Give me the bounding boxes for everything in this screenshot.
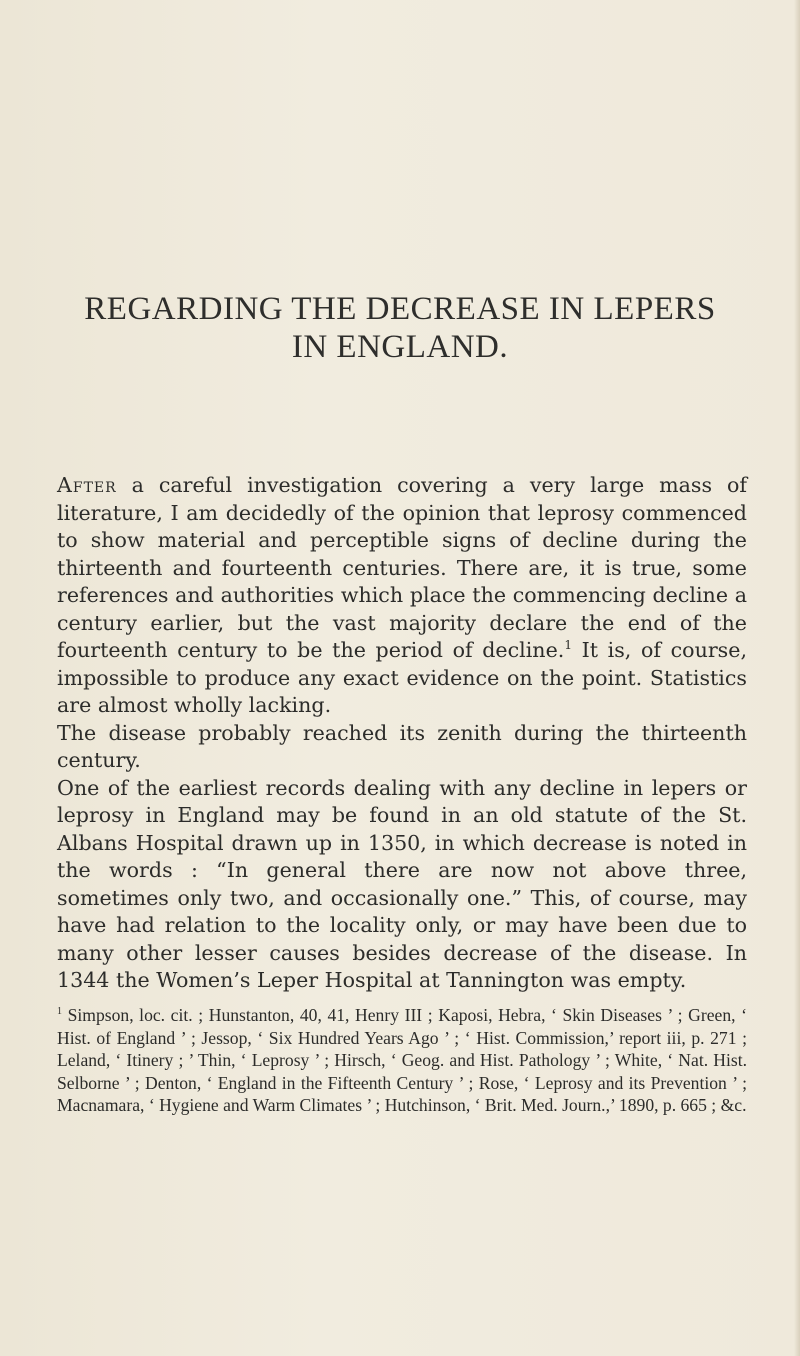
body-text <box>57 472 747 995</box>
chapter-heading <box>0 290 800 366</box>
footnote <box>57 1004 747 1117</box>
heading-line-2: IN ENGLAND. <box>291 329 509 365</box>
paragraph-2: The disease probably reached its zenith during the thirteenth century. <box>57 720 747 772</box>
paragraph-1 <box>57 472 747 720</box>
footnote-mark: 1 <box>57 1006 62 1017</box>
paragraph-3: One of the earliest records dealing with any decline in lepers or leprosy in England may be found in an old statute of the St. Albans Hospital drawn up in 1350, in which decrease is noted in the words : “In general there are now not above three, sometimes only two, and occasionally one.” This, of course, may have had relation to the locality only, or may have been due to many other lesser causes besides decrease of the disease. In 1344 the Women’s Leper Hospital at Tannington was empty. <box>57 775 747 992</box>
footnote-reference: 1 <box>564 638 572 652</box>
lead-word: After <box>57 473 117 497</box>
paragraph-1-text-b: It is, of course, impossible to produce any exact evidence on the point. Statistics are almost wholly lacking. <box>57 638 747 717</box>
heading-line-1: REGARDING THE DECREASE IN LEPERS <box>84 291 716 327</box>
footnote-text: Simpson, loc. cit. ; Hunstanton, 40, 41, Henry III ; Kaposi, Hebra, ‘ Skin Diseases ’ ; Green, ‘ Hist. of England ’ ; Jessop, ‘ Six Hundred Years Ago ’ ; ‘ Hist. Commission,’ report iii, p. 271 ; Leland, ‘ Itinery ; ’ Thin, ‘ Leprosy ’ ; Hirsch, ‘ Geog. and Hist. Pathology ’ ; White, ‘ Nat. Hist. Selborne ’ ; Denton, ‘ England in the Fifteenth Century ’ ; Rose, ‘ Leprosy and its Prevention ’ ; Macnamara, ‘ Hygiene and Warm Climates ’ ; Hutchinson, ‘ Brit. Med. Journ.,’ 1890, p. 665 ; &c. <box>57 1005 747 1115</box>
page-edge-shadow <box>794 0 800 1356</box>
paragraph-1-text-a: a careful investigation covering a very large mass of literature, I am decidedly of the opinion that leprosy commenced to show material and perceptible signs of decline during the thirteenth and fourteenth centuries. There are, it is true, some references and authorities which place the commencing decline a century earlier, but the vast majority declare the end of the fourteenth century to be the period of decline. <box>57 473 747 662</box>
